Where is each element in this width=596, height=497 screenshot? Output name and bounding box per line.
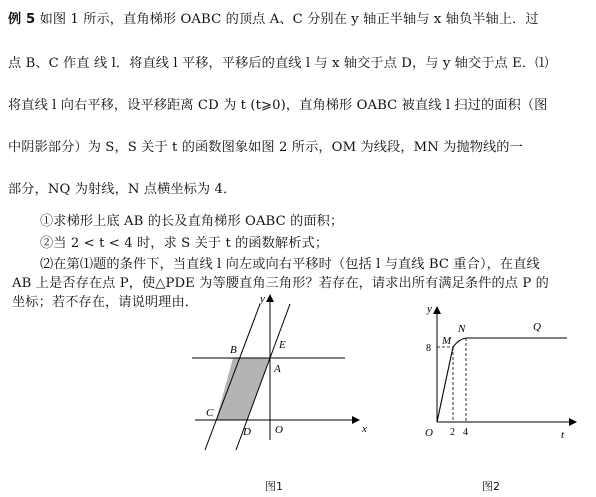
question-3-line-2: AB 上是否存在点 P，使△PDE 为等腰直角三角形？若存在，请求出所有满足条件的点 P 的: [12, 276, 549, 291]
label-b: B: [230, 344, 237, 356]
question-3-line-3: 坐标；若不存在，请说明理由．: [12, 295, 199, 310]
label-t: t: [561, 429, 565, 441]
label-c: C: [206, 407, 214, 419]
problem-text-1: 如图 1 所示，直角梯形 OABC 的顶点 A、C 分别在 y 轴正半轴与 x 轴负半轴上．过: [39, 12, 539, 27]
curve-mn: [453, 338, 466, 347]
label-d: D: [243, 426, 251, 438]
segment-om: [437, 347, 453, 422]
figure-2: [415, 300, 595, 450]
label-a: A: [274, 363, 281, 375]
question-3-line-1: ⑵在第⑴题的条件下，当直线 l 向左或向右平移时（包括 l 与直线 BC 重合），在直线: [40, 257, 540, 272]
figure-1-caption: 图1: [265, 480, 283, 493]
figure-1: [180, 290, 380, 450]
problem-line-5: 部分，NQ 为射线，N 点横坐标为 4．: [8, 182, 237, 197]
problem-line-4: 中阴影部分）为 S，S 关于 t 的函数图象如图 2 所示，OM 为线段，MN 为抛物线的一: [8, 140, 523, 155]
shaded-area: [216, 358, 270, 420]
label-o: O: [425, 427, 433, 439]
label-y: y: [427, 303, 432, 315]
question-1: ①求梯形上底 AB 的长及直角梯形 OABC 的面积；: [40, 214, 344, 229]
problem-line-1: [8, 8, 539, 27]
label-m: M: [442, 335, 452, 347]
label-q: Q: [533, 321, 541, 333]
label-x: x: [362, 423, 367, 435]
tick-x4: 4: [463, 427, 468, 438]
label-e: E: [279, 339, 286, 351]
problem-line-2: 点 B、C 作直 线 l．将直线 l 平移，平移后的直线 l 与 x 轴交于点 D，与 y 轴交于点 E．⑴: [8, 56, 549, 71]
label-n: N: [458, 323, 466, 335]
figure-2-caption: 图2: [482, 480, 500, 493]
label-o: O: [275, 424, 283, 436]
problem-line-3: 将直线 l 向右平移，设平移距离 CD 为 t (t⩾0)，直角梯形 OABC 被直线 l 扫过的面积（图: [8, 98, 548, 113]
tick-y8: 8: [426, 343, 431, 354]
tick-x2: 2: [450, 427, 455, 438]
question-2: ②当 2 < t < 4 时，求 S 关于 t 的函数解析式；: [40, 236, 329, 251]
label-y: y: [260, 293, 265, 305]
example-label: 例 5: [8, 12, 36, 27]
